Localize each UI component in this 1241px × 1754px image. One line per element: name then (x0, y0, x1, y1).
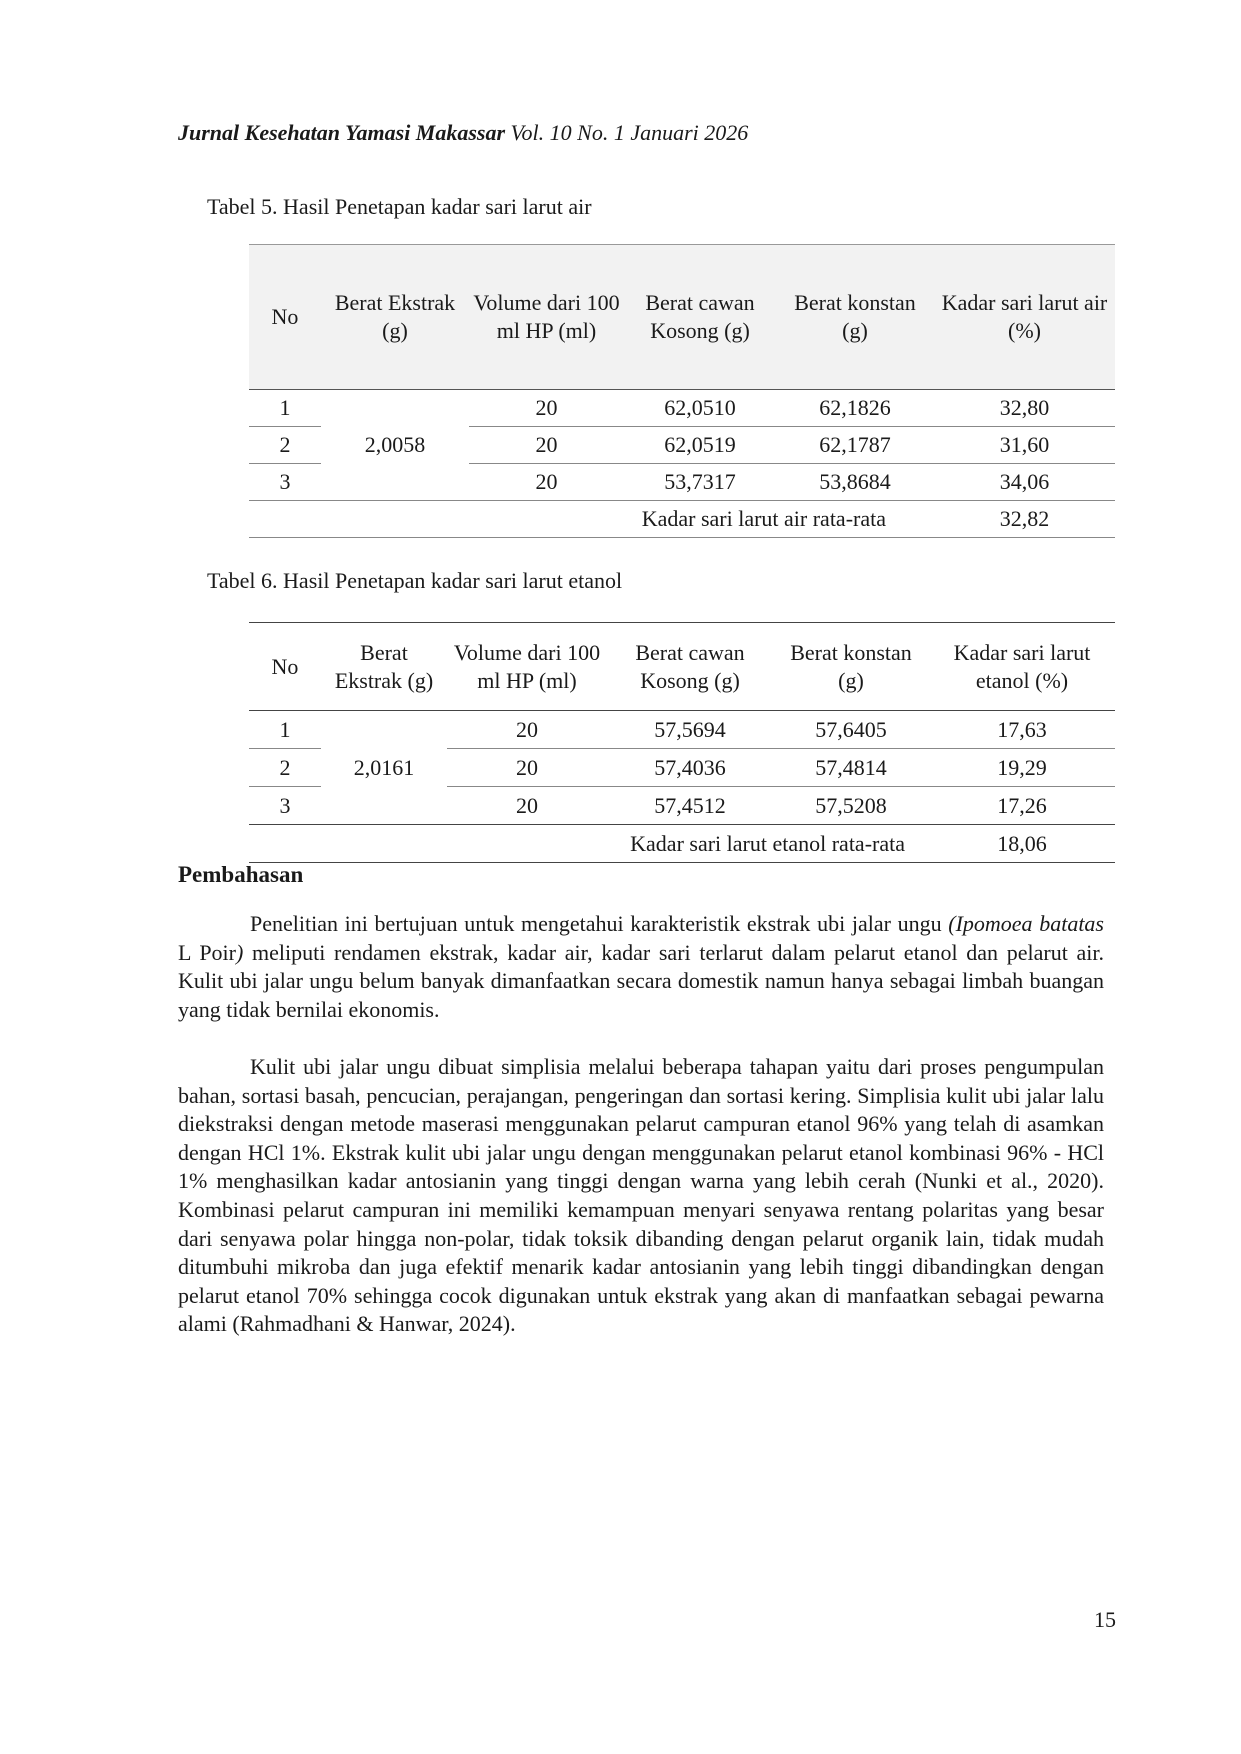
table5-cell-konstan: 53,8684 (776, 464, 934, 501)
table6-cell-berat-ekstrak: 2,0161 (321, 711, 447, 825)
journal-name: Jurnal Kesehatan Yamasi Makassar (178, 120, 506, 145)
table5-cell-no: 3 (249, 464, 321, 501)
table5-cell-konstan: 62,1787 (776, 427, 934, 464)
table-row (249, 711, 1115, 749)
journal-issue: Vol. 10 No. 1 Januari 2026 (510, 120, 749, 145)
table6-header-berat-cawan: Berat cawan Kosong (g) (607, 623, 773, 711)
table6-header-no: No (249, 623, 321, 711)
table5-caption: Tabel 5. Hasil Penetapan kadar sari larut air (207, 194, 592, 219)
table6-average-row (249, 825, 1115, 863)
table5-average-row (249, 501, 1115, 538)
paragraph-1-species-name: (Ipomoea batatas (948, 911, 1104, 936)
table5-header-row (249, 245, 1115, 390)
table5-header-kadar: Kadar sari larut air (%) (934, 245, 1115, 390)
table6-cell-volume: 20 (447, 749, 607, 787)
table5-cell-berat-ekstrak: 2,0058 (321, 390, 469, 501)
paragraph-1-part3: meliputi rendamen ekstrak, kadar air, kadar sari terlarut dalam pelarut etanol dan pelarut air. Kulit ubi jalar ungu belum banyak dimanfaatkan secara domestik namun hanya sebagai limbah buangan yang tidak bernilai ekonomis. (178, 939, 1104, 1022)
table6-header-volume: Volume dari 100 ml HP (ml) (447, 623, 607, 711)
paragraph-1 (178, 910, 1104, 1024)
table6-header-kadar: Kadar sari larut etanol (%) (929, 623, 1115, 711)
page-number: 15 (1094, 1607, 1116, 1632)
paragraph-1-part1: Penelitian ini bertujuan untuk mengetahui karakteristik ekstrak ubi jalar ungu (250, 911, 949, 936)
table5-cell-no: 2 (249, 427, 321, 464)
table6-cell-volume: 20 (447, 711, 607, 749)
table5-cell-volume: 20 (469, 427, 624, 464)
table5-cell-kadar: 32,80 (934, 390, 1115, 427)
paragraph-2: Kulit ubi jalar ungu dibuat simplisia melalui beberapa tahapan yaitu dari proses pengumpulan bahan, sortasi basah, pencucian, perajangan, pengeringan dan sortasi kering. Simplisia kulit ubi jalar lalu diekstraksi dengan metode maserasi menggunakan pelarut campuran etanol 96% yang telah di asamkan dengan HCl 1%. Ekstrak kulit ubi jalar ungu dengan menggunakan pelarut etanol kombinasi 96% - HCl 1% menghasilkan kadar antosianin yang tinggi dengan warna yang lebih cerah (Nunki et al., 2020). Kombinasi pelarut campuran ini memiliki kemampuan menyari senyawa rentang polaritas yang besar dari senyawa polar hingga non-polar, tidak toksik dibanding dengan pelarut organik lain, tidak mudah ditumbuhi mikroba dan juga efektif menarik kadar antosianin yang lebih tinggi dibandingkan dengan pelarut etanol 70% sehingga cocok digunakan untuk ekstrak yang akan di manfaatkan sebagai pewarna alami (Rahmadhani & Hanwar, 2024). (178, 1054, 1104, 1337)
table5-cell-cawan: 53,7317 (624, 464, 776, 501)
running-header (178, 120, 748, 146)
paragraph-1-close-paren: ) (236, 939, 244, 965)
table6-caption: Tabel 6. Hasil Penetapan kadar sari larut etanol (207, 568, 623, 593)
table6-cell-volume: 20 (447, 787, 607, 825)
table5-header-berat-cawan: Berat cawan Kosong (g) (624, 245, 776, 390)
table5-cell-konstan: 62,1826 (776, 390, 934, 427)
table5 (249, 244, 1115, 538)
table6-cell-kadar: 17,26 (929, 787, 1115, 825)
table5-cell-kadar: 31,60 (934, 427, 1115, 464)
table6-cell-kadar: 19,29 (929, 749, 1115, 787)
table6-average-label: Kadar sari larut etanol rata-rata (249, 825, 929, 863)
table5-header-volume: Volume dari 100 ml HP (ml) (469, 245, 624, 390)
table6-cell-konstan: 57,6405 (773, 711, 929, 749)
table6-cell-konstan: 57,4814 (773, 749, 929, 787)
table6-header-berat-konstan: Berat konstan (g) (773, 623, 929, 711)
table6-average-value: 18,06 (929, 825, 1115, 863)
section-title: Pembahasan (178, 862, 304, 887)
table5-header-no: No (249, 245, 321, 390)
table6-header-row (249, 623, 1115, 711)
table5-cell-cawan: 62,0510 (624, 390, 776, 427)
table6-header-berat-ekstrak: Berat Ekstrak (g) (321, 623, 447, 711)
table6-cell-no: 3 (249, 787, 321, 825)
table5-cell-volume: 20 (469, 390, 624, 427)
table5-header-berat-ekstrak: Berat Ekstrak (g) (321, 245, 469, 390)
table6 (249, 622, 1115, 863)
paragraph-1-part2: L Poir (178, 939, 236, 965)
table6-cell-no: 1 (249, 711, 321, 749)
table5-average-value: 32,82 (934, 501, 1115, 538)
table5-cell-cawan: 62,0519 (624, 427, 776, 464)
table5-cell-volume: 20 (469, 464, 624, 501)
table-row (249, 390, 1115, 427)
table6-cell-kadar: 17,63 (929, 711, 1115, 749)
table5-header-berat-konstan: Berat konstan (g) (776, 245, 934, 390)
table5-average-label: Kadar sari larut air rata-rata (249, 501, 934, 538)
table6-cell-konstan: 57,5208 (773, 787, 929, 825)
table6-cell-cawan: 57,4512 (607, 787, 773, 825)
table6-cell-cawan: 57,5694 (607, 711, 773, 749)
table5-cell-no: 1 (249, 390, 321, 427)
table5-cell-kadar: 34,06 (934, 464, 1115, 501)
table6-cell-no: 2 (249, 749, 321, 787)
table6-cell-cawan: 57,4036 (607, 749, 773, 787)
